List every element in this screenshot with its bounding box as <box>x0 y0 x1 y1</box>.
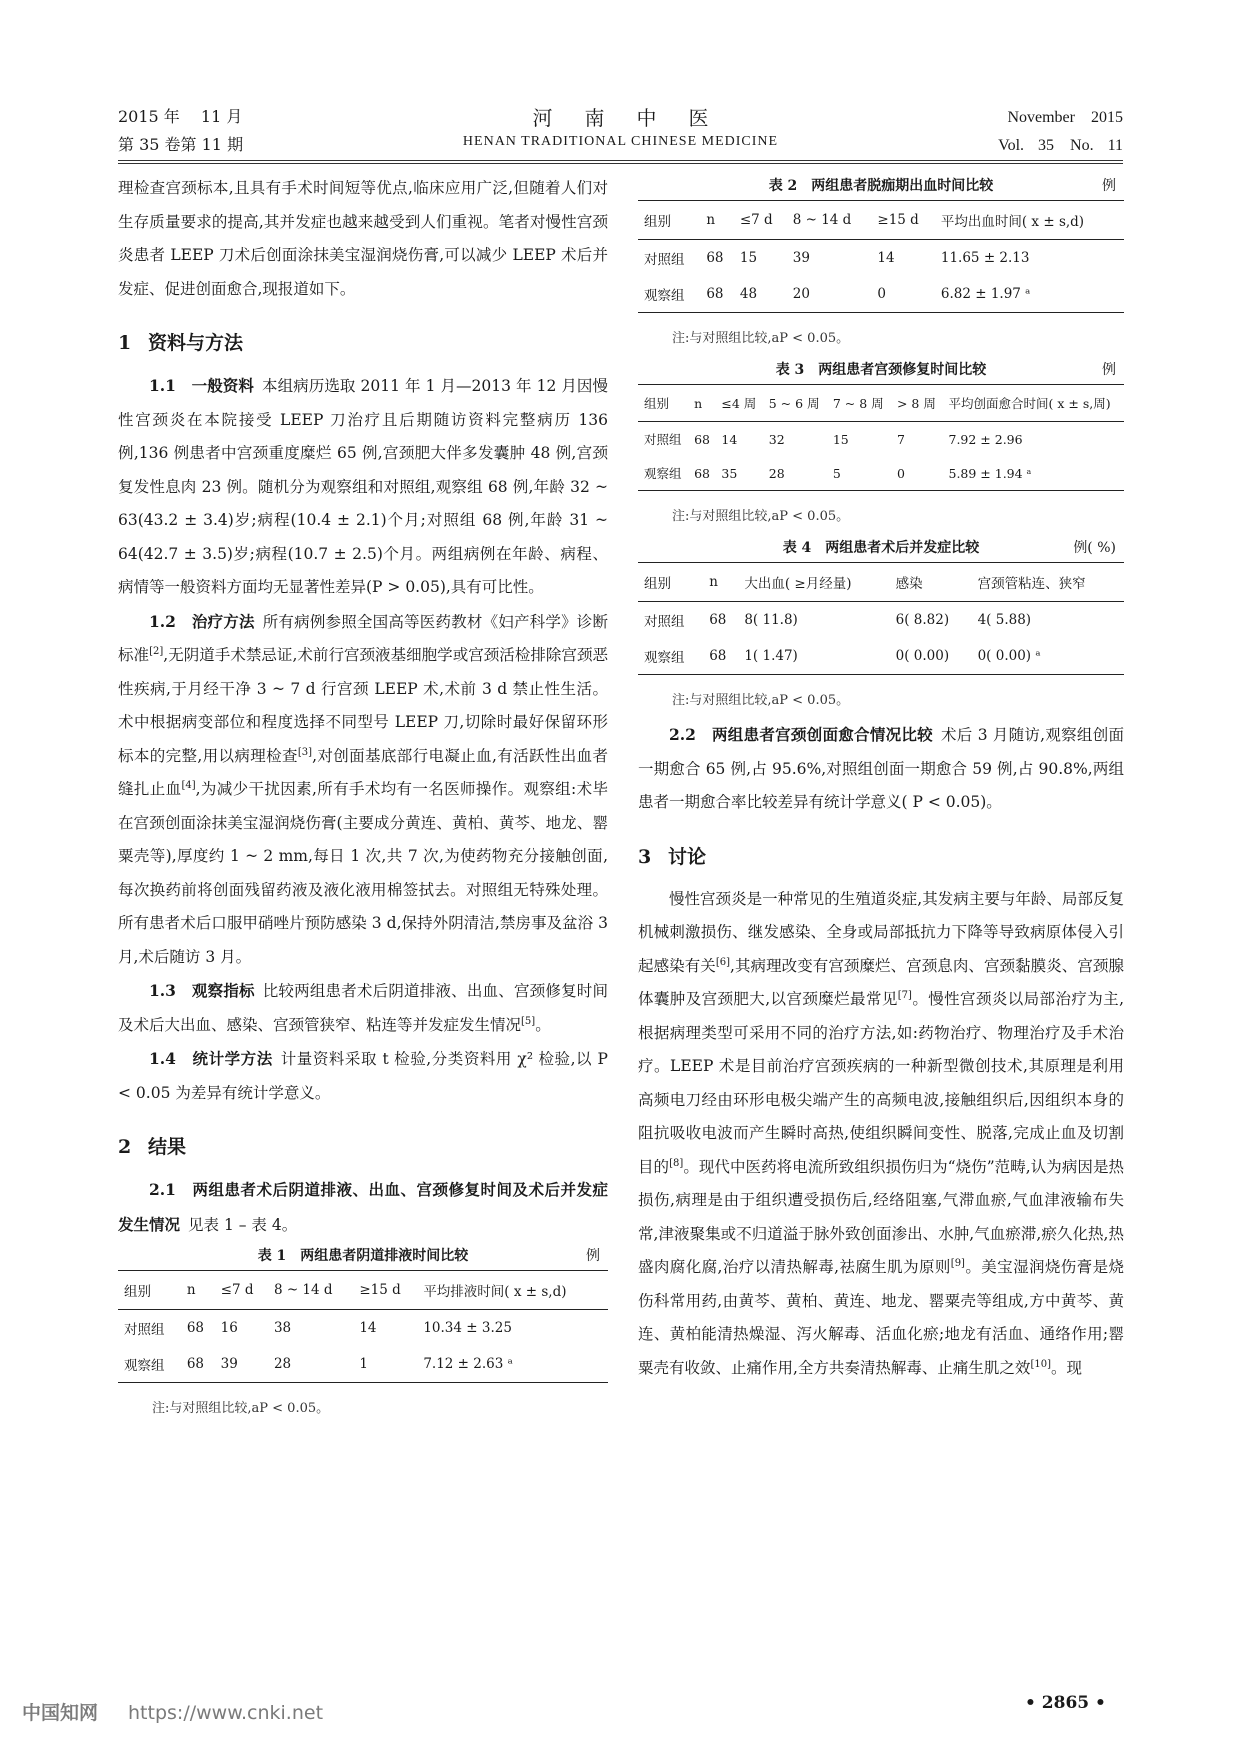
right-column <box>638 172 1124 1385</box>
paragraph-1-1 <box>118 369 608 605</box>
paragraph-text: ,为减少干扰因素,所有手术均有一名医师操作。观察组:术毕在宫颈创面涂抹美宝湿润烧伤膏(主要成分黄连、黄柏、黄芩、地龙、罂粟壳等),厚度约 1 ~ 2 mm,每日 1 次,共 7 次,为使药物充分接触创面,每次换药前将创面残留药液及液化液用棉签拭去。对照组无特殊处理。所有患者术后口服甲硝唑片预防感染 3 d,保持外阴清洁,禁房事及盆浴 3 月,术后随访 3 月。 <box>118 780 608 966</box>
column-header: n <box>181 1271 215 1310</box>
table-2 <box>638 200 1124 313</box>
table-note: 注:与对照组比较,aP < 0.05。 <box>672 331 850 346</box>
table-header-row <box>638 563 1124 602</box>
subsection-lead: 1.1 一般资料 <box>149 376 254 395</box>
table-cell: 观察组 <box>644 466 682 481</box>
table-cell: 0( 0.00) <box>895 648 950 664</box>
header-date-cn: 2015 年 11 月 <box>118 107 243 126</box>
paragraph-text: ,其病理改变有宫颈糜烂、宫颈息肉、宫颈黏膜炎、宫颈腺体囊肿及宫颈肥大,以宫颈糜烂最常见 <box>638 956 1124 1008</box>
paragraph-text: 见表 1 – 表 4。 <box>188 1215 298 1234</box>
column-header: ≥15 d <box>871 201 934 240</box>
table-cell: 对照组 <box>644 432 682 447</box>
paragraph-text: 本组病历选取 2011 年 1 月—2013 年 12 月因慢性宫颈炎在本院接受 LEEP 刀治疗且后期随访资料完整病历 136 例,136 例患者中宫颈重度糜烂 65 例,宫颈肥大伴多发囊肿 48 例,宫颈复发性息肉 23 例。随机分为观察组和对照组,观察组 68 例,年龄 32 ~ 63(43.2 ± 3.4)岁;病程(10.4 ± 2.1)个月;对照组 68 例,年龄 31 ~ 64(42.7 ± 3.5)岁;病程(10.7 ± 2.5)个月。两组病例在年龄、病程、病情等一般资料方面均无显著性差异(P > 0.05),具有可比性。 <box>118 377 608 596</box>
section-heading <box>118 328 608 355</box>
table-cell: 39 <box>220 1356 238 1372</box>
table-cell: 14 <box>877 250 895 266</box>
table-note: 注:与对照组比较,aP < 0.05。 <box>672 693 850 708</box>
table-caption <box>638 172 1124 200</box>
column-header: 平均出血时间( x ± s,d) <box>935 201 1124 240</box>
paragraph-2-1 <box>118 1173 608 1242</box>
column-header: 组别 <box>638 201 700 240</box>
column-header: 8 ~ 14 d <box>787 201 872 240</box>
table-cell: 7.92 ± 2.96 <box>948 431 1023 447</box>
watermark-url[interactable]: https://www.cnki.net <box>128 1702 324 1724</box>
table-cell: 观察组 <box>644 288 685 304</box>
table-row <box>638 422 1124 457</box>
table-cell: 观察组 <box>124 1358 165 1374</box>
table-cell: 15 <box>739 250 758 266</box>
table-row <box>118 1346 608 1383</box>
table-cell: 15 <box>832 431 849 447</box>
section-number: 2 <box>118 1136 132 1158</box>
paragraph-text: 。 <box>535 1015 551 1034</box>
paragraph-1-3 <box>118 974 608 1042</box>
citation: [3] <box>297 746 313 758</box>
table-unit: 例 <box>586 1248 600 1264</box>
paragraph-1-4 <box>118 1042 608 1110</box>
table-cell: 68 <box>709 612 727 628</box>
paragraph-text: 所有病例参照全国高等医药教材《妇产科学》诊断标准 <box>118 612 608 664</box>
table-caption <box>638 356 1124 384</box>
table-header-row <box>638 385 1124 422</box>
column-header: ≤7 d <box>215 1271 268 1310</box>
table-cell: 68 <box>706 286 724 302</box>
table-cell: 35 <box>721 465 738 481</box>
citation: [5] <box>521 1015 536 1027</box>
paragraph-text: ,对创面基底部行电凝止血,有活跃性出血者缝扎止血 <box>118 746 609 798</box>
table-cell: 68 <box>709 648 727 664</box>
citation: [9] <box>950 1257 965 1269</box>
paragraph-1-2 <box>118 605 608 975</box>
citation: [2] <box>149 645 164 657</box>
section-heading <box>638 842 1124 869</box>
table-note: 注:与对照组比较,aP < 0.05。 <box>152 1401 330 1416</box>
table-cell: 20 <box>792 286 810 302</box>
table-cell: 0 <box>877 286 886 302</box>
subsection-lead: 1.2 治疗方法 <box>149 611 255 631</box>
paragraph-text: 慢性宫颈炎是一种常见的生殖道炎症,其发病主要与年龄、局部反复机械刺激损伤、继发感染、全身或局部抵抗力下降等导致病原体侵入引起感染有关 <box>638 889 1124 975</box>
table-cell: 8( 11.8) <box>744 612 798 628</box>
table-cell: 38 <box>273 1320 292 1336</box>
column-header: ≥15 d <box>353 1271 417 1310</box>
table-header-row <box>638 201 1124 240</box>
table-cell: 1 <box>359 1356 368 1372</box>
paragraph-text: 。慢性宫颈炎以局部治疗为主,根据病理类型可采用不同的治疗方法,如:药物治疗、物理治疗及手术治疗。LEEP 术是目前治疗宫颈疾病的一种新型微创技术,其原理是利用高频电刀经由环形电极尖端产生的高频电波,接触组织后,因组织本身的阻抗吸收电波而产生瞬时高热,使组织瞬间变性、脱落,完成止血及切割目的 <box>638 990 1124 1176</box>
table-caption <box>638 534 1124 562</box>
table-cell: 6( 8.82) <box>895 612 950 628</box>
table-cell: 48 <box>739 286 758 302</box>
table-cell: 7 <box>896 431 905 447</box>
column-header: 5 ~ 6 周 <box>763 385 827 422</box>
paragraph-text: 。现 <box>1050 1358 1082 1377</box>
table-cell: 11.65 ± 2.13 <box>940 250 1030 266</box>
table-row <box>638 602 1124 639</box>
table-title: 表 4 两组患者术后并发症比较 <box>782 540 980 556</box>
column-header: > 8 周 <box>891 385 943 422</box>
subsection-lead: 1.3 观察指标 <box>149 981 255 1000</box>
column-header: 宫颈管粘连、狭窄 <box>972 563 1124 602</box>
header-volume-en: Vol. 35 No. 11 <box>998 137 1123 154</box>
table-cell: 28 <box>273 1356 292 1372</box>
column-header: ≤7 d <box>734 201 787 240</box>
watermark-brand: 中国知网 <box>22 1702 99 1724</box>
table-note: 注:与对照组比较,aP < 0.05。 <box>672 509 850 524</box>
table-unit: 例( %) <box>1073 540 1116 556</box>
section-heading <box>118 1132 608 1159</box>
citation: [7] <box>897 989 912 1001</box>
table-row <box>638 456 1124 491</box>
citation: [6] <box>715 956 730 968</box>
table-cell: 68 <box>694 431 710 447</box>
column-header: 8 ~ 14 d <box>268 1271 353 1310</box>
intro-paragraph: 理检查宫颈标本,且具有手术时间短等优点,临床应用广泛,但随着人们对生存质量要求的提高,其并发症也越来越受到人们重视。笔者对慢性宫颈炎患者 LEEP 刀术后创面涂抹美宝湿润烧伤膏,可以减少 LEEP 术后并发症、促进创面愈合,现报道如下。 <box>118 179 608 298</box>
paragraph-text: 术后 3 月随访,观察组创面一期愈合 65 例,占 95.6%,对照组创面一期愈合 59 例,占 90.8%,两组患者一期愈合率比较差异有统计学意义( P < 0.05)。 <box>638 726 1124 811</box>
table-cell: 7.12 ± 2.63 ᵃ <box>423 1356 513 1372</box>
table-cell: 观察组 <box>644 650 685 666</box>
table-cell: 16 <box>220 1320 238 1336</box>
table-cell: 4( 5.88) <box>977 612 1032 628</box>
table-cell: 28 <box>768 465 785 481</box>
table-row <box>638 240 1124 277</box>
table-header-row <box>118 1271 608 1310</box>
column-header: 7 ~ 8 周 <box>827 385 891 422</box>
column-header: 大出血( ≥月经量) <box>738 563 889 602</box>
table-row <box>118 1310 608 1347</box>
header-rule <box>118 160 1123 161</box>
column-header: n <box>700 201 734 240</box>
left-column <box>118 172 608 1426</box>
section-title: 资料与方法 <box>148 332 244 354</box>
column-header: 平均创面愈合时间( x ± s,周) <box>943 385 1125 422</box>
paragraph-text: 。现代中医药将电流所致组织损伤归为“烧伤”范畴,认为病因是热损伤,病理是由于组织遭受损伤后,经络阻塞,气滞血瘀,气血津液输布失常,津液聚集或不归道溢于脉外致创面渗出、水肿,气血瘀滞,瘀久化热,热盛肉腐化腐,治疗以清热解毒,祛腐生肌为原则 <box>638 1157 1124 1276</box>
table-cell: 对照组 <box>644 252 685 268</box>
table-cell: 39 <box>792 250 810 266</box>
section-number: 1 <box>118 332 132 354</box>
column-header: ≤4 周 <box>715 385 762 422</box>
table-cell: 对照组 <box>124 1322 165 1338</box>
table-cell: 1( 1.47) <box>744 648 798 664</box>
table-1 <box>118 1270 608 1383</box>
citation: [4] <box>181 779 196 791</box>
table-caption <box>118 1242 608 1270</box>
table-row <box>638 638 1124 675</box>
column-header: 组别 <box>638 563 703 602</box>
table-cell: 14 <box>359 1320 377 1336</box>
table-cell: 14 <box>721 431 738 447</box>
table-cell: 5 <box>832 465 841 481</box>
paragraph-text: 计量资料采取 t 检验,分类资料用 χ² 检验,以 P < 0.05 为差异有统计学意义。 <box>118 1050 608 1102</box>
journal-title-en: HENAN TRADITIONAL CHINESE MEDICINE <box>462 134 779 149</box>
paragraph-text: 。美宝湿润烧伤膏是烧伤科常用药,由黄芩、黄柏、黄连、地龙、罂粟壳等组成,方中黄芩、黄连、黄柏能清热燥湿、泻火解毒、活血化瘀;地龙有活血、通络作用;罂粟壳有收敛、止痛作用,全方共奏清热解毒、止痛生肌之效 <box>638 1258 1124 1377</box>
page-number: • 2865 • <box>1025 1693 1106 1713</box>
table-unit: 例 <box>1102 362 1116 378</box>
paragraph-text: 比较两组患者术后阴道排液、出血、宫颈修复时间及术后大出血、感染、宫颈管狭窄、粘连等并发症发生情况 <box>118 982 608 1034</box>
journal-title-cn: 河南中医 <box>532 106 741 130</box>
paragraph-text: ,无阴道手术禁忌证,术前行宫颈液基细胞学或宫颈活检排除宫颈恶性疾病,于月经干净 3 ~ 7 d 行宫颈 LEEP 术,术前 3 d 禁止性生活。术中根据病变部位和程度选择不同型号 LEEP 刀,切除时最好保留环形标本的完整,用以病理检查 <box>118 646 608 765</box>
table-cell: 0( 0.00) ᵃ <box>977 648 1041 664</box>
table-cell: 32 <box>768 431 785 447</box>
table-cell: 0 <box>896 465 905 481</box>
header-date-en: November 2015 <box>1007 109 1123 126</box>
table-title: 表 3 两组患者宫颈修复时间比较 <box>775 362 987 378</box>
citation: [8] <box>669 1157 684 1169</box>
running-header <box>118 100 1123 162</box>
citation: [10] <box>1030 1358 1051 1370</box>
header-volume-cn: 第 35 卷第 11 期 <box>118 135 244 154</box>
table-cell: 68 <box>186 1356 205 1372</box>
table-cell: 6.82 ± 1.97 ᵃ <box>940 286 1031 302</box>
column-header: n <box>688 385 715 422</box>
column-header: 平均排液时间( x ± s,d) <box>417 1271 608 1310</box>
discussion-paragraph <box>638 883 1124 1386</box>
subsection-lead: 2.1 两组患者术后阴道排液、出血、宫颈修复时间及术后并发症发生情况 <box>118 1180 608 1234</box>
table-4 <box>638 562 1124 675</box>
table-cell: 68 <box>706 250 724 266</box>
subsection-lead: 1.4 统计学方法 <box>149 1049 273 1068</box>
table-title: 表 1 两组患者阴道排液时间比较 <box>257 1248 469 1264</box>
column-header: 组别 <box>118 1271 181 1310</box>
column-header: 组别 <box>638 385 688 422</box>
section-title: 结果 <box>148 1136 187 1158</box>
table-row <box>638 276 1124 313</box>
column-header: n <box>703 563 738 602</box>
table-title: 表 2 两组患者脱痂期出血时间比较 <box>768 178 994 194</box>
header-rule <box>118 163 1123 164</box>
table-cell: 68 <box>186 1320 205 1336</box>
table-cell: 10.34 ± 3.25 <box>423 1320 512 1336</box>
subsection-lead: 2.2 两组患者宫颈创面愈合情况比较 <box>669 725 933 744</box>
table-3 <box>638 384 1124 491</box>
section-number: 3 <box>638 845 652 868</box>
cnki-watermark[interactable] <box>22 1698 323 1725</box>
table-cell: 5.89 ± 1.94 ᵃ <box>948 465 1032 481</box>
section-title: 讨论 <box>668 845 707 868</box>
column-header: 感染 <box>890 563 972 602</box>
paragraph-2-2 <box>638 718 1124 820</box>
table-cell: 68 <box>694 465 710 481</box>
table-cell: 对照组 <box>644 614 685 630</box>
table-unit: 例 <box>1102 178 1116 194</box>
